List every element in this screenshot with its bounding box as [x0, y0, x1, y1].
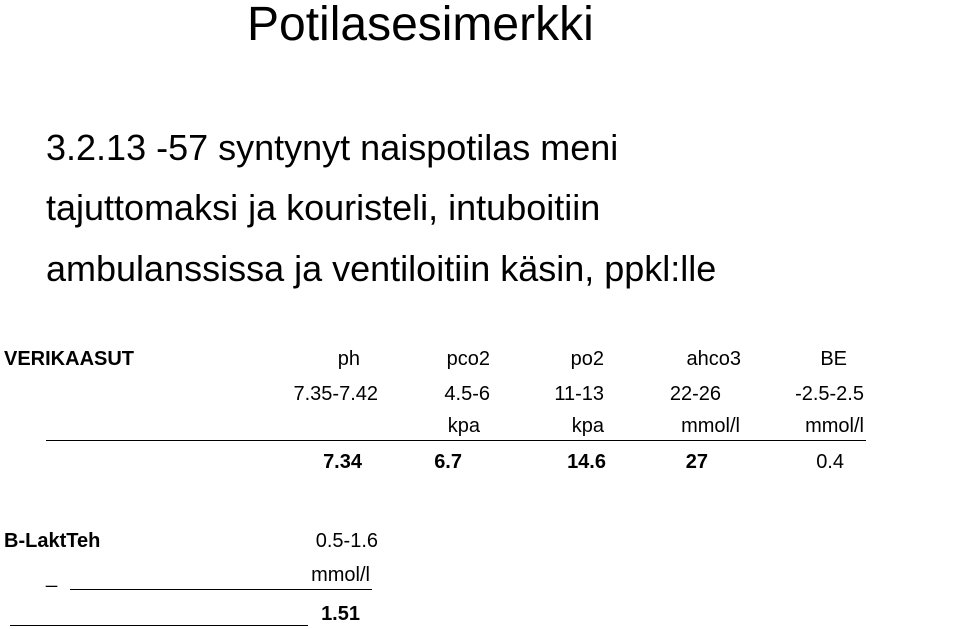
value-be: 0.4	[816, 451, 844, 473]
value-po2: 14.6	[567, 451, 606, 473]
value-ahco3: 27	[685, 451, 708, 473]
range-be: -2.5-2.5	[795, 383, 864, 405]
column-header-ahco3: ahco3	[686, 348, 741, 370]
column-header-pco2: pco2	[446, 348, 490, 370]
lactate-unit: mmol/l	[311, 564, 370, 586]
case-text-line-1: 3.2.13 -57 syntynyt naispotilas meni	[46, 127, 619, 168]
range-po2: 11-13	[554, 383, 604, 405]
column-header-ph: ph	[337, 348, 360, 370]
lactate-value: 1.51	[321, 603, 360, 625]
range-ahco3: 22-26	[669, 383, 721, 405]
column-header-po2: po2	[570, 348, 604, 370]
lactate-label: B-LaktTeh	[4, 530, 101, 552]
range-ph: 7.35-7.42	[293, 383, 378, 405]
value-ph: 7.34	[323, 451, 362, 473]
blood-gas-label: VERIKAASUT	[4, 348, 135, 370]
range-pco2: 4.5-6	[444, 383, 490, 405]
case-text-line-3: ambulanssissa ja ventiloitiin käsin, ppkl:lle	[46, 248, 717, 289]
unit-ahco3: mmol/l	[681, 415, 740, 437]
unit-pco2: kpa	[447, 415, 480, 437]
unit-po2: kpa	[571, 415, 604, 437]
column-header-be: BE	[820, 348, 847, 370]
lactate-range: 0.5-1.6	[315, 530, 378, 552]
value-pco2: 6.7	[434, 451, 462, 473]
unit-be: mmol/l	[805, 415, 864, 437]
lactate-marker: _	[46, 566, 58, 588]
lactate-divider-upper	[70, 589, 372, 590]
blood-gas-divider	[46, 440, 866, 441]
slide-title: Potilasesimerkki	[247, 0, 594, 51]
case-text-line-2: tajuttomaksi ja kouristeli, intuboitiin	[46, 187, 601, 228]
